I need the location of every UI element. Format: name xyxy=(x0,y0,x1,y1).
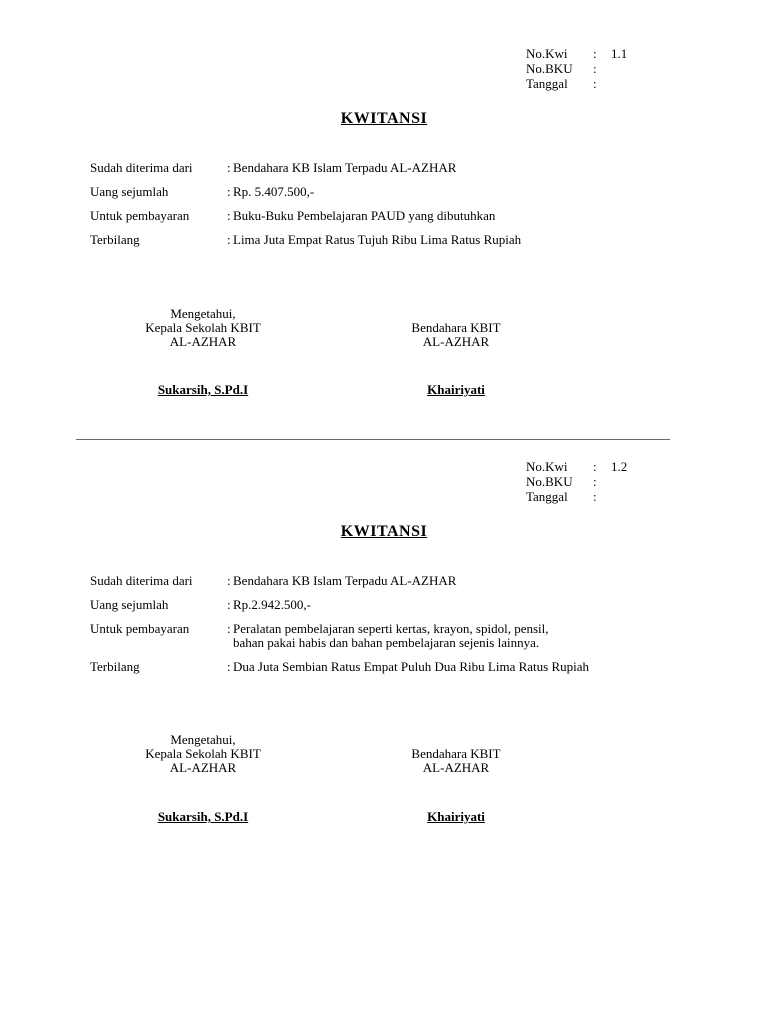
receipt-title: KWITANSI xyxy=(340,110,428,127)
treasurer-org: AL-AZHAR xyxy=(422,760,490,775)
head-signatory-name: Sukarsih, S.Pd.I xyxy=(157,809,249,824)
receipt-1 xyxy=(0,0,768,420)
received-from-value: Bendahara KB Islam Terpadu AL-AZHAR xyxy=(233,160,457,175)
treasurer-org: AL-AZHAR xyxy=(422,334,490,349)
head-title: Kepala Sekolah KBIT xyxy=(145,320,261,335)
acknowledged-label: Mengetahui, xyxy=(170,306,236,321)
purpose-value-line-2: bahan pakai habis dan bahan pembelajaran sejenis lainnya. xyxy=(233,635,540,650)
amount-colon: : xyxy=(227,184,231,199)
amount-in-words-label: Terbilang xyxy=(90,659,140,674)
no-bku-label: No.BKU xyxy=(526,61,573,76)
no-kwi-value: 1.1 xyxy=(611,46,628,61)
treasurer-title: Bendahara KBIT xyxy=(411,746,501,761)
treasurer-signatory-name: Khairiyati xyxy=(427,382,485,397)
amount-value: Rp. 5.407.500,- xyxy=(233,184,315,199)
received-from-value: Bendahara KB Islam Terpadu AL-AZHAR xyxy=(233,573,457,588)
amount-colon: : xyxy=(227,597,231,612)
receipt-2 xyxy=(0,413,768,833)
amount-in-words-label: Terbilang xyxy=(90,232,140,247)
treasurer-signatory-name: Khairiyati xyxy=(427,809,485,824)
acknowledged-label: Mengetahui, xyxy=(170,732,236,747)
receipt-title: KWITANSI xyxy=(340,523,428,540)
head-org: AL-AZHAR xyxy=(169,334,237,349)
received-from-colon: : xyxy=(227,160,231,175)
no-bku-colon: : xyxy=(593,61,597,76)
no-kwi-label: No.Kwi xyxy=(526,459,568,474)
received-from-label: Sudah diterima dari xyxy=(90,160,193,175)
head-signatory-name: Sukarsih, S.Pd.I xyxy=(157,382,249,397)
tanggal-label: Tanggal xyxy=(526,489,568,504)
tanggal-label: Tanggal xyxy=(526,76,568,91)
no-kwi-value: 1.2 xyxy=(611,459,628,474)
no-bku-label: No.BKU xyxy=(526,474,573,489)
purpose-label: Untuk pembayaran xyxy=(90,208,190,223)
head-title: Kepala Sekolah KBIT xyxy=(145,746,261,761)
no-kwi-colon: : xyxy=(593,46,597,61)
purpose-label: Untuk pembayaran xyxy=(90,621,190,636)
amount-in-words-value: Lima Juta Empat Ratus Tujuh Ribu Lima Ratus Rupiah xyxy=(233,232,522,247)
no-kwi-colon: : xyxy=(593,459,597,474)
no-kwi-label: No.Kwi xyxy=(526,46,568,61)
tanggal-colon: : xyxy=(593,489,597,504)
amount-in-words-colon: : xyxy=(227,659,231,674)
amount-in-words-colon: : xyxy=(227,232,231,247)
purpose-value: Buku-Buku Pembelajaran PAUD yang dibutuhkan xyxy=(233,208,496,223)
treasurer-title: Bendahara KBIT xyxy=(411,320,501,335)
no-bku-colon: : xyxy=(593,474,597,489)
amount-value: Rp.2.942.500,- xyxy=(233,597,311,612)
tanggal-colon: : xyxy=(593,76,597,91)
purpose-colon: : xyxy=(227,621,231,636)
amount-in-words-value: Dua Juta Sembian Ratus Empat Puluh Dua Ribu Lima Ratus Rupiah xyxy=(233,659,590,674)
amount-label: Uang sejumlah xyxy=(90,597,169,612)
received-from-label: Sudah diterima dari xyxy=(90,573,193,588)
received-from-colon: : xyxy=(227,573,231,588)
purpose-colon: : xyxy=(227,208,231,223)
amount-label: Uang sejumlah xyxy=(90,184,169,199)
head-org: AL-AZHAR xyxy=(169,760,237,775)
purpose-value-line-1: Peralatan pembelajaran seperti kertas, krayon, spidol, pensil, xyxy=(233,621,549,636)
